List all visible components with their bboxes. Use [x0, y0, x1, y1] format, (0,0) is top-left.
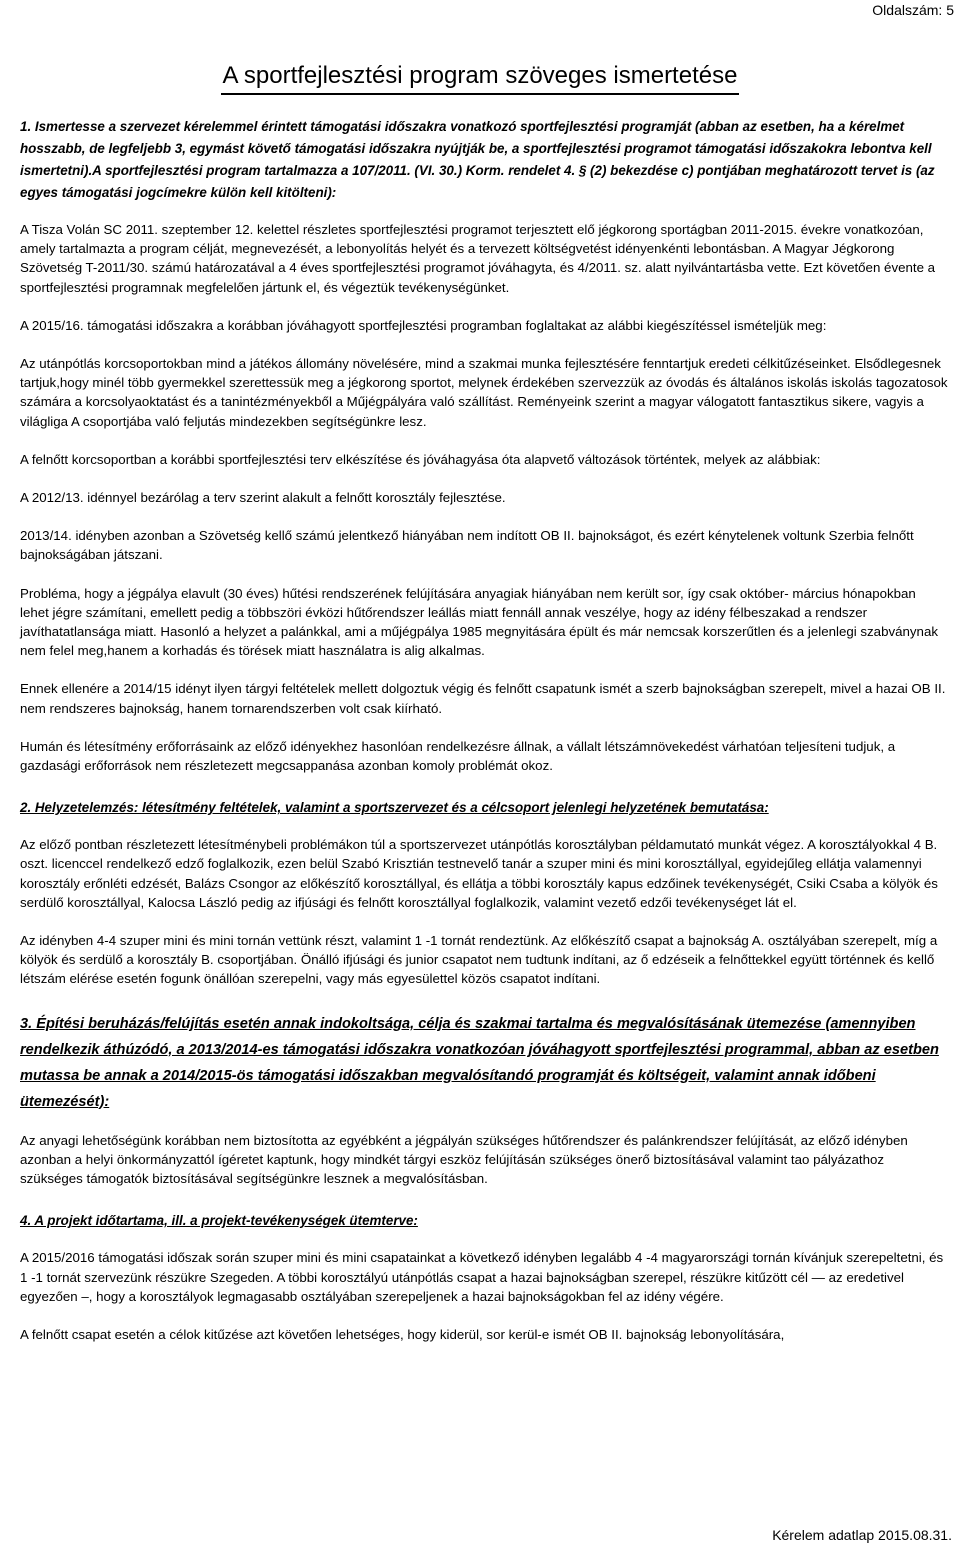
- section-2-heading-text: 2. Helyzetelemzés: létesítmény feltételek, valamint a sportszervezet és a célcsoport jelenlegi helyzetének bemutatása:: [20, 800, 769, 816]
- section-4-heading-text: 4. A projekt időtartama, ill. a projekt-tevékenységek ütemterve:: [20, 1213, 418, 1229]
- section-2-paragraph: Az előző pontban részletezett létesítménybeli problémákon túl a sportszervezet utánpótlás korosztályban példamutató munkát végez. A korosztályokkal 4 B. oszt. licenccel rendelkező edző foglalkozik, ezen belül Szabó Krisztián testnevelő tanár a szuper mini és mini korosztállyal, egyidejűleg ellátja valamennyi korosztály erőnléti edzését, Balázs Csongor az előkészítő korosztállyal, és ellátja a többi korosztály kapus edzőinek tevékenységét, Csiki Csaba a kölyök és serdülő korosztállyal, Kalocsa László pedig az ifjúsági és felnőtt korosztállyal foglalkozik, valamint vezető edzői tevékenységet lát el.: [20, 837, 938, 910]
- footer-form-date: Kérelem adatlap 2015.08.31.: [772, 1527, 952, 1543]
- section-1-paragraph: A 2015/16. támogatási időszakra a korábban jóváhagyott sportfejlesztési programban foglaltakat az alábbi kiegészítéssel ismételjük meg:: [20, 317, 827, 333]
- page-title-text: A sportfejlesztési program szöveges ismertetése: [221, 61, 740, 95]
- section-3-heading: [20, 1011, 948, 1115]
- section-4-paragraph: A felnőtt csapat esetén a célok kitűzése azt követően lehetséges, hogy kiderül, sor kerül-e ismét OB II. bajnokság lebonyolítására,: [20, 1326, 785, 1342]
- section-1-paragraph: A felnőtt korcsoportban a korábbi sportfejlesztési terv elkészítése és jóváhagyása óta alapvető változások történtek, melyek az alábbiak:: [20, 451, 821, 467]
- page-title: [0, 54, 960, 95]
- section-1-paragraph: A 2012/13. idénnyel bezárólag a terv szerint alakult a felnőtt korosztály fejlesztése.: [20, 490, 506, 506]
- section-3-paragraph: Az anyagi lehetőségünk korábban nem biztosította az egyébként a jégpályán szükséges hűtőrendszer és palánkrendszer felújítását, az előző idényben azonban a helyi önkormányzattól ígéretet kaptunk, hogy mindkét tárgyi eszköz felújításán szükséges önerő biztosításával valamint tao pályázathoz szükséges támogatók biztosításával segítségünkre lesznek a megvalósításban.: [20, 1132, 908, 1187]
- document-body: [20, 116, 948, 1344]
- section-1-paragraph: 2013/14. idényben azonban a Szövetség kellő számú jelentkező hiányában nem indított OB II. bajnokságot, és ezért kénytelenek voltunk Szerbia felnőtt bajnokságában játszani.: [20, 528, 914, 563]
- section-1-paragraph: Probléma, hogy a jégpálya elavult (30 éves) hűtési rendszerének felújítására anyagiak hiányában nem került sor, így csak október- március hónapokban lehet jégre számítani, emellett pedig a többszöri évközi hűtőrendszer leállás miatt fennáll annak veszélye, hogy az idény félbeszakad a rendszer javíthatatlansága miatt. Hasonló a helyzet a palánkkal, ami a műjégpálya 1985 megnyitására épült és már nemcsak korszerűtlen és a jelenlegi szabványnak nem felel meg,hanem a korhadás és törések miatt használatra is alig alkalmas.: [20, 585, 938, 659]
- page-number: Oldalszám: 5: [872, 2, 954, 18]
- section-1-paragraph: Az utánpótlás korcsoportokban mind a játékos állomány növelésére, mind a szakmai munka fejlesztésére fenntartjuk eredeti célkitűzéseinket. Elsődlegesnek tartjuk,hogy minél több gyermekkel szerettessük meg a jégkorong sportot, melynek érdekében szervezzük az óvodás és általános iskolás iskolás tagozatosok számára a korcsolyaoktatást és a tanintézményekből a Műjégpályára való szállítást. Reményeink szerint a magyar válogatott fantasztikus sikere, vagyis a világliga A csoportjába való feljutás mindezekben segítségünkre lesz.: [20, 356, 948, 429]
- section-1-paragraph: Humán és létesítmény erőforrásaink az előző idényekhez hasonlóan rendelkezésre állnak, a vállalt létszámnövekedést várhatóan teljesíteni tudjuk, a gazdasági erőforrások nem részletezett megcsappanása azonban komoly problémát okoz.: [20, 738, 896, 774]
- section-2-heading: [20, 797, 948, 819]
- section-4-heading: [20, 1210, 948, 1232]
- section-1-heading: 1. Ismertesse a szervezet kérelemmel érintett támogatási időszakra vonatkozó sportfejlesztési programját (abban az esetben, ha a kérelmet hosszabb, de legfeljebb 3, egymást követő támogatási időszakra nyújtják be, a sportfejlesztési programot támogatási időszakokra lebontva kell ismertetni).A sportfejlesztési program tartalmazza a 107/2011. (VI. 30.) Korm. rendelet 4. § (2) bekezdése c) pontjában meghatározott tervet is (az egyes támogatási jogcímekre külön kell kitölteni):: [20, 119, 935, 200]
- section-2-paragraph: Az idényben 4-4 szuper mini és mini tornán vettünk részt, valamint 1 -1 tornát rendeztünk. Az előkészítő csapat a bajnokság A. osztályában szerepelt, míg a kölyök és serdülő a korosztály B. csoportjában. Önálló ifjúsági és junior csapatot nem tudtunk indítani, az ő edzéseik a felnőttekkel együtt történnek és kellő létszám elérése esetén fogunk önállóan szerepelni, vagy más egyesülettel közös csapatot indítani.: [20, 933, 938, 987]
- section-1-paragraph: A Tisza Volán SC 2011. szeptember 12. kelettel részletes sportfejlesztési programot terjesztett elő jégkorong sportágban 2011-2015. évekre vonatkozóan, amely tartalmazta a program célját, megnevezését, a lebonyolítás helyét és a tervezett költségvetést idényenkénti lebontásban. A Magyar Jégkorong Szövetség T-2011/30. számú határozatával a 4 éves sportfejlesztési programot jóváhagyta, és 4/2011. sz. alatt nyilvántartásba vette. Ezt követően évente a sportfejlesztési programnak megfelelően jártunk el, és végeztük tevékenységünket.: [20, 222, 936, 295]
- section-3-heading-text: 3. Építési beruházás/felújítás esetén annak indokoltsága, célja és szakmai tartalma és megvalósításának ütemezése (amennyiben rendelkezik áthúzódó, a 2013/2014-es támogatási időszakra vonatkozóan jóváhagyott sportfejlesztési programmal, abban az esetben mutassa be annak a 2014/2015-ös támogatási időszakban megvalósítandó programját és költségeit, valamint annak időbeni ütemezését):: [20, 1015, 939, 1110]
- section-1-paragraph: Ennek ellenére a 2014/15 idényt ilyen tárgyi feltételek mellett dolgoztuk végig és felnőtt csapatunk ismét a szerb bajnokságban szerepelt, mivel a hazai OB II. nem rendszeres bajnokság, hanem tornarendszerben volt csak kiírható.: [20, 681, 946, 716]
- section-4-paragraph: A 2015/2016 támogatási időszak során szuper mini és mini csapatainkat a következő idényben legalább 4 -4 magyarországi tornán kívánjuk szerepeltetni, és 1 -1 tornát szervezünk részükre Szegeden. A többi korosztályú utánpótlás csapat a hazai bajnokságban szerepel, részükre kitűzött cél — az eredetivel egyezően –, hogy a korosztályok legmagasabb osztályában szerepeljenek a hazai bajnokságokban fel az idény végére.: [20, 1250, 944, 1304]
